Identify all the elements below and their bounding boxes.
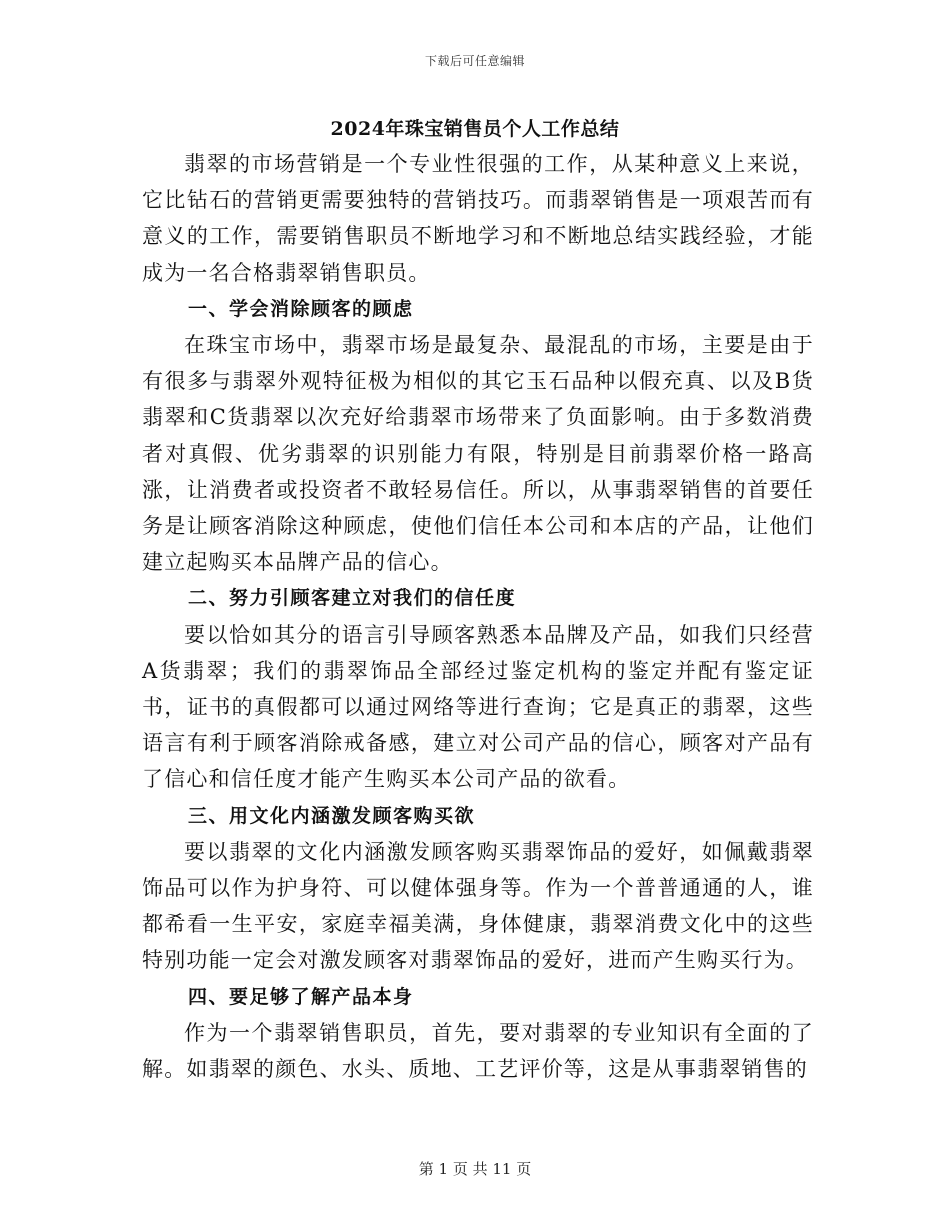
page-number: 第 1 页 共 11 页 (418, 1160, 532, 1178)
section-heading-2: 二、努力引顾客建立对我们的信任度 (188, 587, 517, 610)
section-4-paragraph: 作为一个翡翠销售职员，首先，要对翡翠的专业知识有全面的了解。如翡翠的颜色、水头、质地、工艺评价等，这是从事翡翠销售的 (142, 1020, 814, 1082)
section-1-paragraph: 在珠宝市场中，翡翠市场是最复杂、最混乱的市场，主要是由于有很多与翡翠外观特征极为相似的其它玉石品种以假充真、以及B货翡翠和C货翡翠以次充好给翡翠市场带来了负面影响。由于多数消费者对真假、优劣翡翠的识别能力有限，特别是目前翡翠价格一路高涨，让消费者或投资者不敢轻易信任。所以，从事翡翠销售的首要任务是让顾客消除这种顾虑，使他们信任本公司和本店的产品，让他们建立起购买本品牌产品的信心。 (142, 333, 814, 575)
document-title: 2024年珠宝销售员个人工作总结 (330, 118, 620, 140)
document-body (142, 146, 814, 1087)
section-heading-3: 三、用文化内涵激发顾客购买欲 (188, 804, 476, 827)
section-heading-4: 四、要足够了解产品本身 (188, 985, 414, 1008)
page-header: 下载后可任意编辑 (424, 54, 525, 68)
section-3-paragraph: 要以翡翠的文化内涵激发顾客购买翡翠饰品的爱好，如佩戴翡翠饰品可以作为护身符、可以健体强身等。作为一个普普通通的人，谁都希看一生平安，家庭幸福美满，身体健康，翡翠消费文化中的这些特别功能一定会对激发顾客对翡翠饰品的爱好，进而产生购买行为。 (142, 839, 814, 973)
section-heading-1: 一、学会消除顾客的顾虑 (188, 297, 414, 320)
section-2-paragraph: 要以恰如其分的语言引导顾客熟悉本品牌及产品，如我们只经营A货翡翠；我们的翡翠饰品全部经过鉴定机构的鉴定并配有鉴定证书，证书的真假都可以通过网络等进行查询；它是真正的翡翠，这些语言有利于顾客消除戒备感，建立对公司产品的信心，顾客对产品有了信心和信任度才能产生购买本公司产品的欲看。 (142, 622, 814, 792)
intro-paragraph: 翡翠的市场营销是一个专业性很强的工作，从某种意义上来说，它比钻石的营销更需要独特的营销技巧。而翡翠销售是一项艰苦而有意义的工作，需要销售职员不断地学习和不断地总结实践经验，才能成为一名合格翡翠销售职员。 (142, 152, 814, 285)
